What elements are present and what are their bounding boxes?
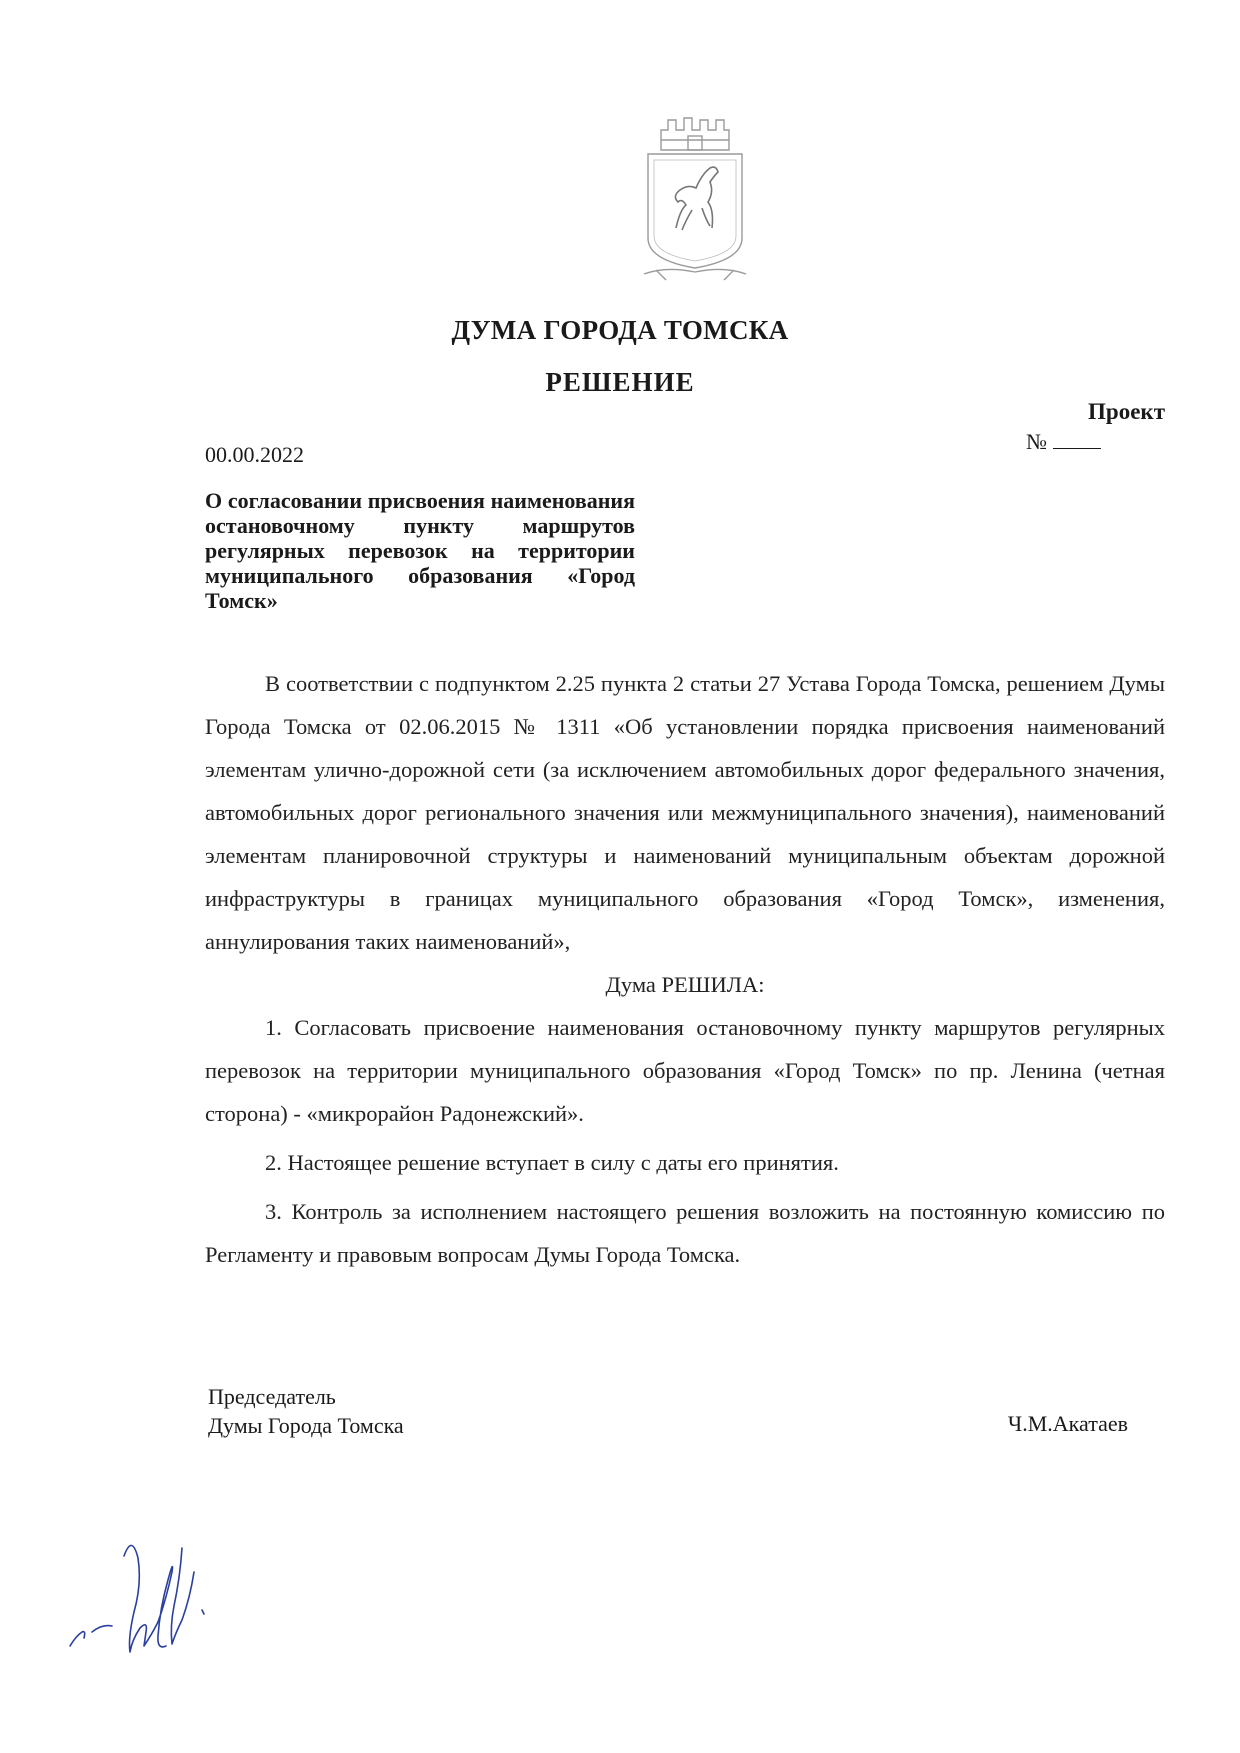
signatory-position-line1: Председатель (208, 1384, 336, 1409)
document-subject: О согласовании присвоения наименования остановочному пункту маршрутов регулярных перевозок на территории муниципального образования «Город Томск» (205, 488, 635, 613)
project-label: Проект (1088, 399, 1165, 424)
handwritten-signature-icon (62, 1528, 252, 1660)
document-type-title: РЕШЕНИЕ (545, 367, 695, 397)
signatory-position-line2: Думы Города Томска (208, 1413, 404, 1438)
preamble-paragraph: В соответствии с подпунктом 2.25 пункта 2 статьи 27 Устава Города Томска, решением Думы Города Томска от 02.06.2015 № 1311 «Об установлении порядка присвоения наименований элементам улично-дорожной сети (за исключением автомобильных дорог федерального значения, автомобильных дорог регионального значения или межмуниципального значения), наименований элементам планировочной структуры и наименований муниципальным объектам дорожной инфраструктуры в границах муниципального образования «Город Томск», изменения, аннулирования таких наименований», (205, 671, 1165, 954)
resolution-item-2: 2. Настоящее решение вступает в силу с даты его принятия. (265, 1150, 839, 1175)
number-blank (1053, 428, 1101, 449)
document-number-line (1026, 428, 1101, 455)
resolved-heading: Дума РЕШИЛА: (605, 972, 765, 997)
resolution-item-3: 3. Контроль за исполнением настоящего решения возложить на постоянную комиссию по Регламенту и правовым вопросам Думы Города Томска. (205, 1199, 1165, 1267)
resolution-item-1: 1. Согласовать присвоение наименования остановочному пункту маршрутов регулярных перевозок на территории муниципального образования «Город Томск» по пр. Ленина (четная сторона) - «микрорайон Радонежский». (205, 1015, 1165, 1126)
document-date: 00.00.2022 (205, 442, 304, 467)
number-prefix: № (1026, 429, 1047, 454)
organization-title: ДУМА ГОРОДА ТОМСКА (451, 315, 789, 345)
signatory-position (208, 1382, 404, 1440)
signatory-name: Ч.М.Акатаев (1007, 1411, 1128, 1436)
coat-of-arms-icon (636, 110, 754, 282)
document-body (205, 662, 1165, 1276)
